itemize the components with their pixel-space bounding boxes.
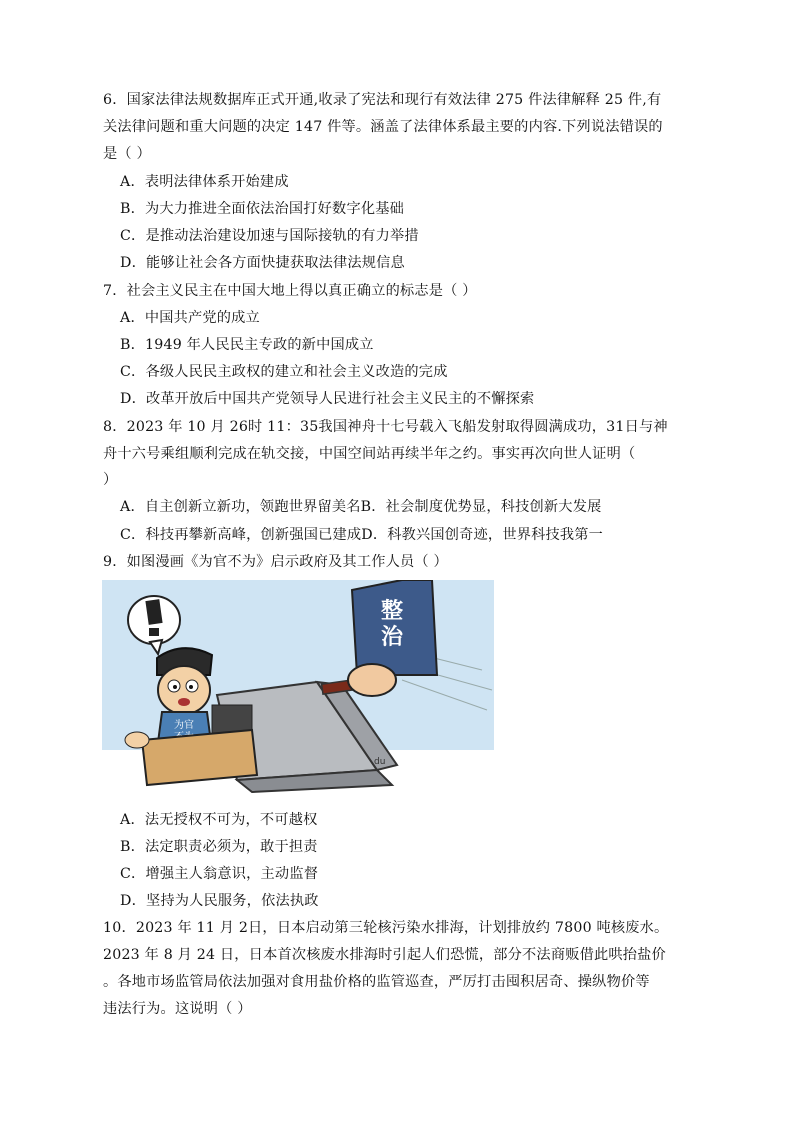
sign-text-top: 整 (380, 599, 404, 624)
q6-option-a: A．表明法律体系开始建成 (120, 174, 289, 190)
q9-option-b: B．法定职责必须为，敢于担责 (120, 839, 318, 855)
q9-stem: 9．如图漫画《为官不为》启示政府及其工作人员（ ） (103, 554, 448, 570)
q7-option-d: D．改革开放后中国共产党领导人民进行社会主义民主的不懈探索 (120, 391, 535, 407)
q9-option-a: A．法无授权不可为，不可越权 (120, 812, 318, 828)
artist-signature: du (374, 757, 386, 767)
q6-stem-line-3: 是（ ） (103, 146, 151, 162)
q9-option-c: C．增强主人翁意识，主动监督 (120, 866, 319, 882)
q7-option-b: B．1949 年人民民主专政的新中国成立 (120, 337, 374, 353)
comic-illustration (102, 580, 494, 795)
q9-option-d: D．坚持为人民服务，依法执政 (120, 893, 319, 909)
q8-stem-line-3: ） (103, 472, 118, 488)
q10-stem-line-1: 10．2023 年 11 月 2日，日本启动第三轮核污染水排海，计划排放约 7800 吨核废水。 (103, 920, 669, 936)
q8-stem-line-2: 舟十六号乘组顺利完成在轨交接，中国空间站再续半年之约。事实再次向世人证明（ (103, 446, 636, 462)
q7-option-a: A．中国共产党的成立 (120, 310, 260, 326)
q10-stem-line-3: 。各地市场监管局依法加强对食用盐价格的监管巡查，严厉打击囤积居奇、操纵物价等 (103, 974, 650, 990)
q10-stem-line-4: 违法行为。这说明（ ） (103, 1001, 252, 1017)
q6-stem-line-2: 关法律问题和重大问题的决定 147 件等。涵盖了法律体系最主要的内容.下列说法错误的 (103, 119, 663, 135)
q10-stem-line-2: 2023 年 8 月 24 日，日本首次核废水排海时引起人们恐慌，部分不法商贩借此哄抬盐价 (103, 947, 666, 963)
q8-options-row-2: C．科技再攀新高峰，创新强国已建成D．科教兴国创奇迹，世界科技我第一 (120, 527, 604, 543)
tag-text-1: 为官 (174, 720, 194, 731)
q6-stem-line-1: 6．国家法律法规数据库正式开通,收录了宪法和现行有效法律 275 件法律解释 25 件,有 (103, 92, 662, 108)
q6-option-b: B．为大力推进全面依法治国打好数字化基础 (120, 201, 404, 217)
sign-text-bottom: 治 (380, 625, 404, 650)
q7-option-c: C．各级人民民主政权的建立和社会主义改造的完成 (120, 364, 448, 380)
q8-stem-line-1: 8．2023 年 10 月 26时 11：35我国神舟十七号载入飞船发射取得圆满成功，31日与神 (103, 419, 668, 435)
q7-stem: 7．社会主义民主在中国大地上得以真正确立的标志是（ ） (103, 283, 477, 299)
q6-option-c: C．是推动法治建设加速与国际接轨的有力举措 (120, 228, 419, 244)
q6-option-d: D．能够让社会各方面快捷获取法律法规信息 (120, 255, 405, 271)
q8-options-row-1: A．自主创新立新功，领跑世界留美名B．社会制度优势显，科技创新大发展 (120, 499, 602, 515)
